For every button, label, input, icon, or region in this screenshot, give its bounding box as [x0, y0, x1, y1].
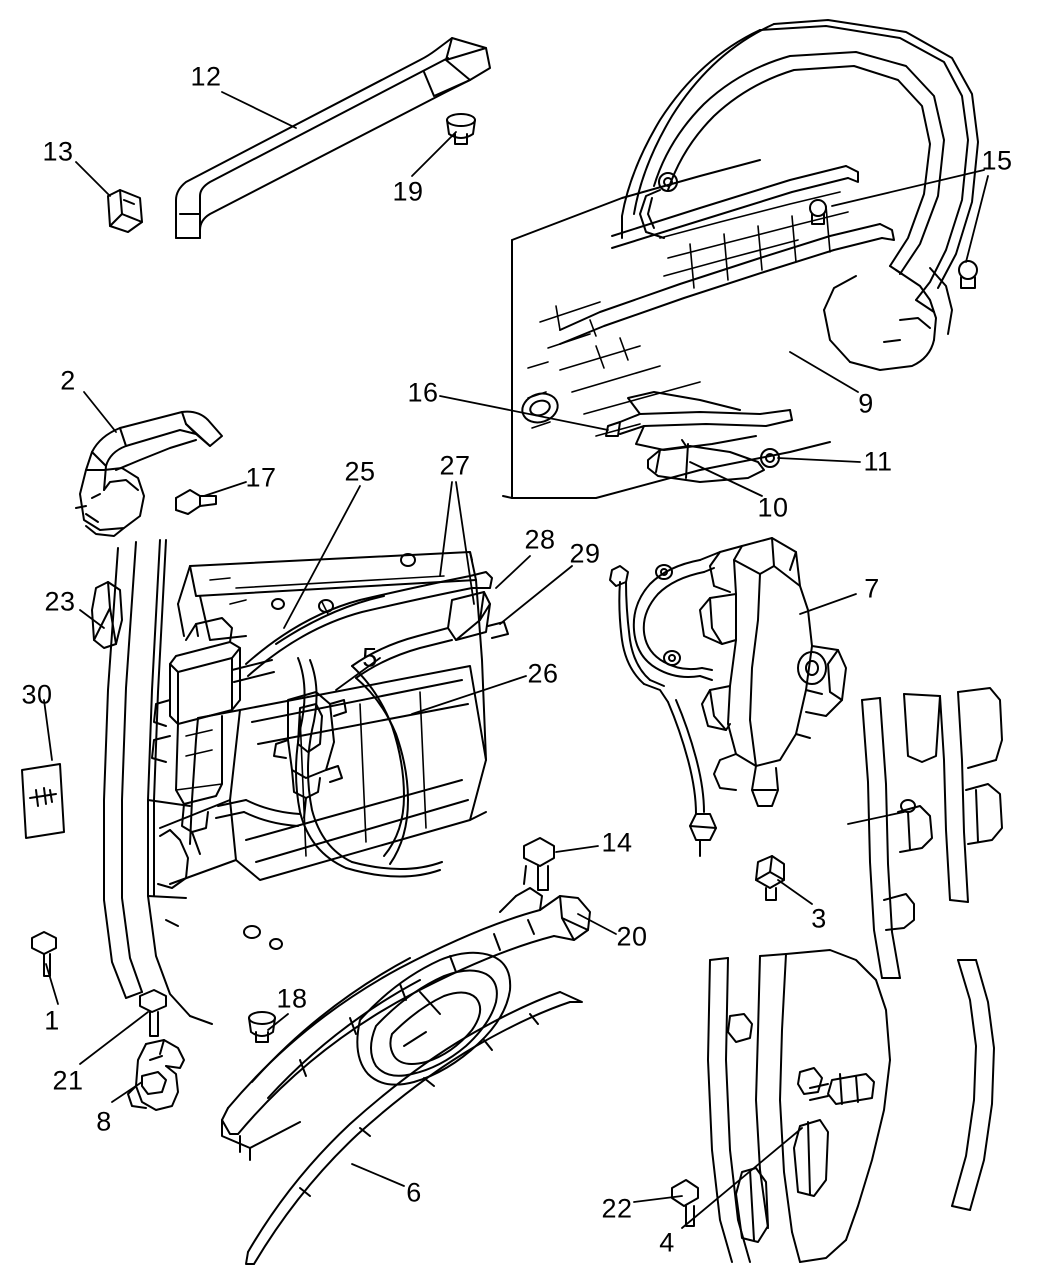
door-inner-details — [528, 192, 848, 436]
part-12-upper-track — [176, 38, 490, 238]
part-3-grommet — [756, 856, 784, 900]
callout-16: 16 — [407, 377, 439, 408]
latch-cables — [610, 552, 720, 856]
callout-13: 13 — [42, 136, 74, 167]
callout-29: 29 — [569, 538, 601, 569]
callout-12: 12 — [190, 61, 222, 92]
callout-22: 22 — [601, 1193, 633, 1224]
callout-8: 8 — [96, 1106, 112, 1137]
callout-5: 5 — [362, 642, 378, 673]
part-8-bracket — [128, 1040, 184, 1110]
part-6-rail — [222, 992, 582, 1264]
part-14-bolt — [524, 838, 554, 890]
callout-26: 26 — [527, 658, 559, 689]
leader-lines — [44, 92, 988, 1228]
callout-2: 2 — [60, 365, 76, 396]
callout-1: 1 — [44, 1005, 60, 1036]
part-2-exterior-handle — [76, 412, 222, 536]
callout-27: 27 — [439, 450, 471, 481]
part-1-bolt — [32, 932, 56, 976]
callout-6: 6 — [406, 1177, 422, 1208]
callout-14: 14 — [601, 827, 633, 858]
door-outer-panel — [622, 20, 978, 370]
part-13-clip — [108, 190, 142, 232]
part-7-latch-assembly — [700, 538, 846, 806]
callout-11: 11 — [863, 446, 893, 477]
callout-23: 23 — [44, 586, 76, 617]
callout-15: 15 — [981, 145, 1013, 176]
callout-7: 7 — [864, 573, 880, 604]
callout-30: 30 — [21, 679, 53, 710]
callout-9: 9 — [858, 388, 874, 419]
part-19-plug — [447, 114, 475, 144]
part-20-motor — [357, 953, 510, 1085]
part-15-fasteners — [810, 200, 977, 288]
callout-28: 28 — [524, 524, 556, 555]
part-27-cables — [216, 572, 492, 877]
callout-19: 19 — [392, 176, 424, 207]
callout-21: 21 — [52, 1065, 84, 1096]
callout-25: 25 — [344, 456, 376, 487]
part-23-trim — [92, 582, 122, 648]
right-body-panel — [862, 688, 1002, 978]
part-30-label — [22, 764, 64, 838]
part-9-seal — [560, 166, 894, 344]
callout-3: 3 — [811, 903, 827, 934]
callout-17: 17 — [245, 462, 277, 493]
callout-20: 20 — [616, 921, 648, 952]
part-10-11-rods — [606, 392, 792, 482]
bottom-right-body — [708, 950, 994, 1262]
callout-10: 10 — [757, 492, 789, 523]
door-glass-assembly — [503, 160, 830, 498]
callout-4: 4 — [659, 1227, 675, 1258]
part-22-screw — [672, 1180, 698, 1226]
callout-18: 18 — [276, 983, 308, 1014]
part-21-clip — [140, 990, 166, 1036]
